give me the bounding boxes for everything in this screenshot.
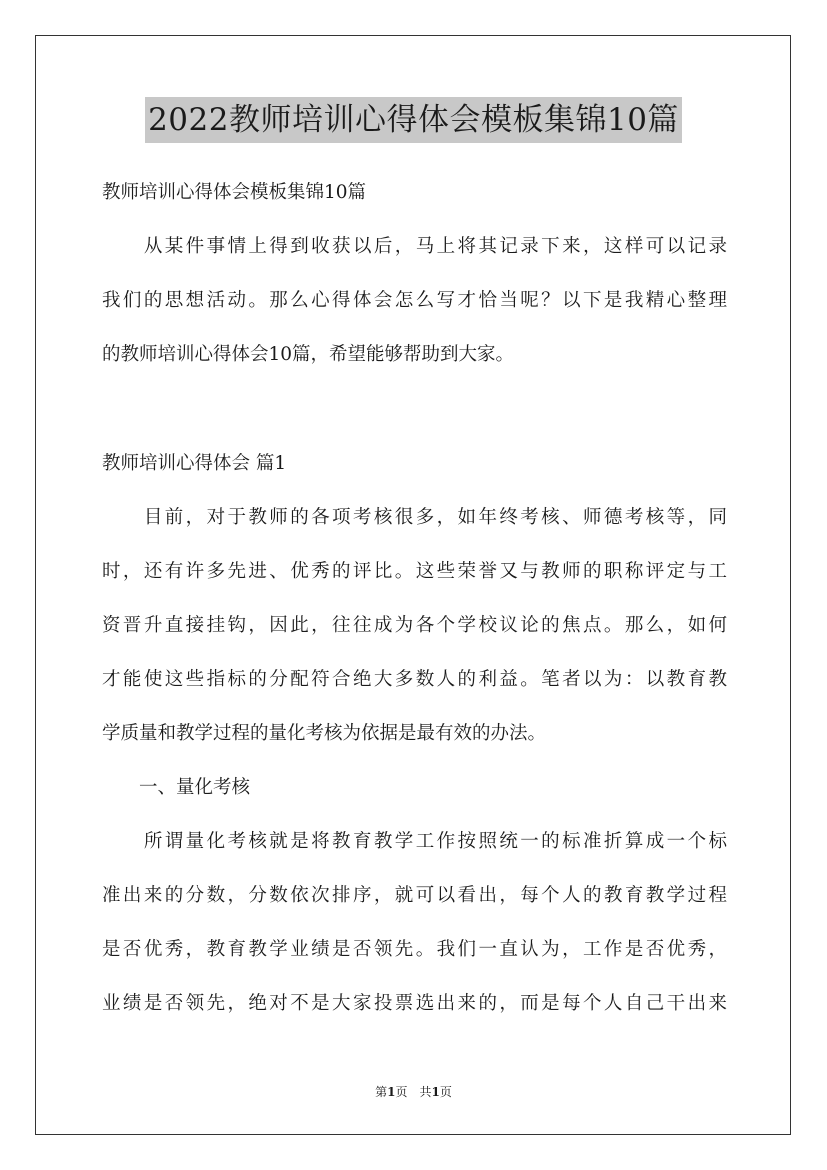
subtitle-line: 教师培训心得体会模板集锦10篇: [102, 182, 367, 203]
footer-total-pages: 1: [431, 1085, 440, 1099]
page-footer: [0, 1083, 827, 1101]
intro-line-1: 从某件事情上得到收获以后，马上将其记录下来，这样可以记录: [102, 236, 727, 257]
paragraph-line: 所谓量化考核就是将教育教学工作按照统一的标准折算成一个标: [102, 831, 727, 852]
intro-line-3: 的教师培训心得体会10篇，希望能够帮助到大家。: [102, 344, 515, 365]
section-heading: 教师培训心得体会 篇1: [102, 453, 287, 474]
paragraph-line: 时，还有许多先进、优秀的评比。这些荣誉又与教师的职称评定与工: [102, 561, 727, 582]
paragraph-line: 才能使这些指标的分配符合绝大多数人的利益。笔者以为：以教育教: [102, 669, 727, 690]
paragraph-line: 准出来的分数，分数依次排序，就可以看出，每个人的教育教学过程: [102, 885, 727, 906]
intro-line-2: 我们的思想活动。那么心得体会怎么写才恰当呢？以下是我精心整理: [102, 290, 727, 311]
footer-prefix: 第: [375, 1085, 388, 1099]
subheading: 一、量化考核: [102, 777, 251, 798]
document-title: 2022教师培训心得体会模板集锦10篇: [145, 97, 682, 143]
footer-mid: 页 共: [395, 1085, 432, 1099]
title-container: [0, 97, 827, 143]
paragraph-line: 业绩是否领先，绝对不是大家投票选出来的，而是每个人自己干出来: [102, 993, 727, 1014]
paragraph-line: 是否优秀，教育教学业绩是否领先。我们一直认为，工作是否优秀，: [102, 939, 727, 960]
paragraph-line: 学质量和教学过程的量化考核为依据是最有效的办法。: [102, 723, 547, 744]
footer-page-number: 1: [387, 1085, 396, 1099]
paragraph-line: 资晋升直接挂钩，因此，往往成为各个学校议论的焦点。那么，如何: [102, 615, 727, 636]
paragraph-line: 目前，对于教师的各项考核很多，如年终考核、师德考核等，同: [102, 507, 727, 528]
footer-suffix: 页: [439, 1085, 452, 1099]
